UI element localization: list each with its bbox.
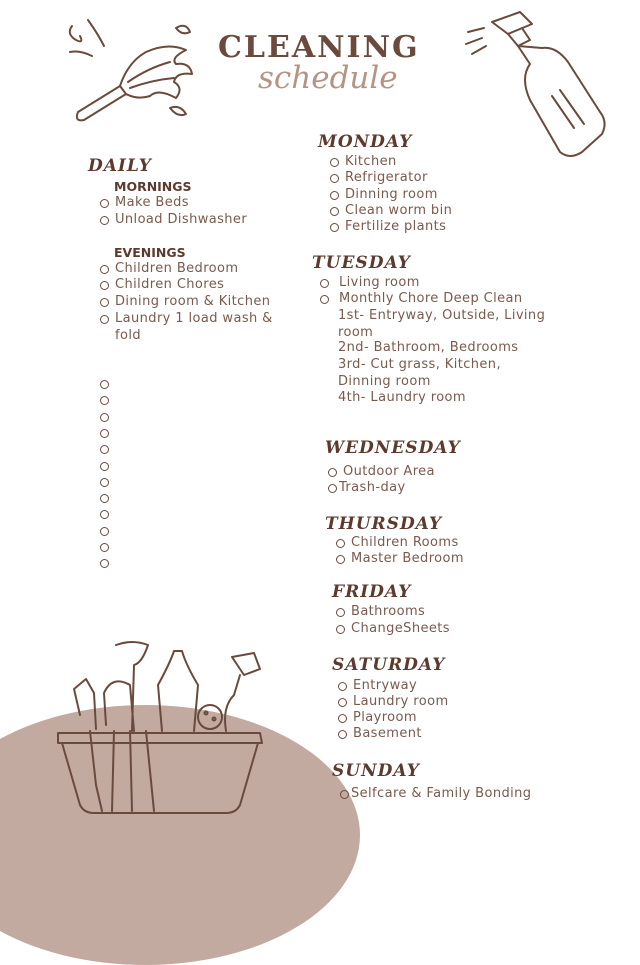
blank-checkbox-circle-icon[interactable] xyxy=(100,478,109,487)
sunday-heading: SUNDAY xyxy=(332,761,420,781)
checkbox-circle-icon[interactable] xyxy=(100,199,109,208)
checkbox-circle-icon[interactable] xyxy=(328,484,337,493)
list-item[interactable]: Living room xyxy=(320,275,420,292)
checkbox-circle-icon[interactable] xyxy=(320,295,329,304)
blank-checkbox-circle-icon[interactable] xyxy=(100,510,109,519)
list-item[interactable]: Entryway xyxy=(338,678,417,695)
checkbox-circle-icon[interactable] xyxy=(330,191,339,200)
page-subtitle: schedule xyxy=(258,60,398,96)
list-item[interactable]: Playroom xyxy=(338,710,417,727)
thursday-heading: THURSDAY xyxy=(325,514,443,534)
list-item[interactable]: Master Bedroom xyxy=(336,551,464,568)
list-item[interactable]: Refrigerator xyxy=(330,170,428,187)
list-item[interactable]: Children Rooms xyxy=(336,535,459,552)
checkbox-circle-icon[interactable] xyxy=(330,207,339,216)
list-item[interactable]: Basement xyxy=(338,726,422,743)
saturday-heading: SATURDAY xyxy=(332,655,446,675)
blank-checkbox-circle-icon[interactable] xyxy=(100,380,109,389)
list-item[interactable]: Children Bedroom xyxy=(100,261,275,278)
blank-checkbox-circle-icon[interactable] xyxy=(100,445,109,454)
feather-duster-icon xyxy=(58,12,198,132)
deep-clean-week-2: 2nd- Bathroom, Bedrooms xyxy=(338,340,519,355)
blank-checkbox-circle-icon[interactable] xyxy=(100,543,109,552)
list-item[interactable]: ChangeSheets xyxy=(336,621,450,638)
deep-clean-week-3: 3rd- Cut grass, Kitchen, Dinning room xyxy=(338,357,501,389)
list-item[interactable]: Clean worm bin xyxy=(330,203,452,220)
checkbox-circle-icon[interactable] xyxy=(330,158,339,167)
checkbox-circle-icon[interactable] xyxy=(336,625,345,634)
cleaning-basket-icon xyxy=(50,635,290,820)
checkbox-circle-icon[interactable] xyxy=(320,279,329,288)
blank-checkbox-circle-icon[interactable] xyxy=(100,462,109,471)
checkbox-circle-icon[interactable] xyxy=(330,223,339,232)
blank-checkbox-circle-icon[interactable] xyxy=(100,413,109,422)
wednesday-heading: WEDNESDAY xyxy=(325,438,461,458)
mornings-label: MORNINGS xyxy=(114,179,192,194)
checkbox-circle-icon[interactable] xyxy=(338,730,347,739)
list-item[interactable]: Dinning room xyxy=(330,187,438,204)
checkbox-circle-icon[interactable] xyxy=(340,790,349,799)
blank-checkbox-circle-icon[interactable] xyxy=(100,559,109,568)
page-title: CLEANING xyxy=(218,30,420,65)
friday-heading: FRIDAY xyxy=(332,582,412,602)
checkbox-circle-icon[interactable] xyxy=(338,682,347,691)
blank-checkbox-circle-icon[interactable] xyxy=(100,527,109,536)
daily-heading: DAILY xyxy=(88,156,152,176)
spray-bottle-icon xyxy=(460,4,615,164)
checkbox-circle-icon[interactable] xyxy=(100,281,109,290)
tuesday-heading: TUESDAY xyxy=(312,253,411,273)
checkbox-circle-icon[interactable] xyxy=(100,315,109,324)
list-item[interactable]: Laundry room xyxy=(338,694,449,711)
list-item[interactable]: Selfcare & Family Bonding xyxy=(340,786,531,803)
list-item[interactable]: Children Chores xyxy=(100,277,275,294)
checkbox-circle-icon[interactable] xyxy=(336,608,345,617)
checkbox-circle-icon[interactable] xyxy=(338,698,347,707)
list-item[interactable]: Outdoor Area xyxy=(328,464,435,481)
blank-checkbox-circle-icon[interactable] xyxy=(100,494,109,503)
checkbox-circle-icon[interactable] xyxy=(328,468,337,477)
list-item[interactable]: Dining room & Kitchen xyxy=(100,294,275,311)
evenings-label: EVENINGS xyxy=(114,245,186,260)
blank-checkbox-circle-icon[interactable] xyxy=(100,396,109,405)
list-item[interactable]: Fertilize plants xyxy=(330,219,446,236)
checkbox-circle-icon[interactable] xyxy=(336,555,345,564)
monday-heading: MONDAY xyxy=(318,132,413,152)
checkbox-circle-icon[interactable] xyxy=(100,298,109,307)
checkbox-circle-icon[interactable] xyxy=(330,174,339,183)
blank-checkbox-circle-icon[interactable] xyxy=(100,429,109,438)
list-item[interactable]: Trash-day xyxy=(328,480,406,497)
list-item[interactable]: Make Beds xyxy=(100,195,270,212)
list-item[interactable]: Unload Dishwasher xyxy=(100,212,270,229)
checkbox-circle-icon[interactable] xyxy=(338,714,347,723)
checkbox-circle-icon[interactable] xyxy=(100,216,109,225)
deep-clean-week-4: 4th- Laundry room xyxy=(338,390,466,405)
checkbox-circle-icon[interactable] xyxy=(100,265,109,274)
list-item[interactable]: Laundry 1 load wash & fold xyxy=(100,311,275,344)
list-item[interactable]: Kitchen xyxy=(330,154,397,171)
checkbox-circle-icon[interactable] xyxy=(336,539,345,548)
list-item[interactable]: Bathrooms xyxy=(336,604,425,621)
list-item[interactable]: Monthly Chore Deep Clean xyxy=(320,291,523,308)
deep-clean-week-1: 1st- Entryway, Outside, Living room xyxy=(338,308,546,340)
